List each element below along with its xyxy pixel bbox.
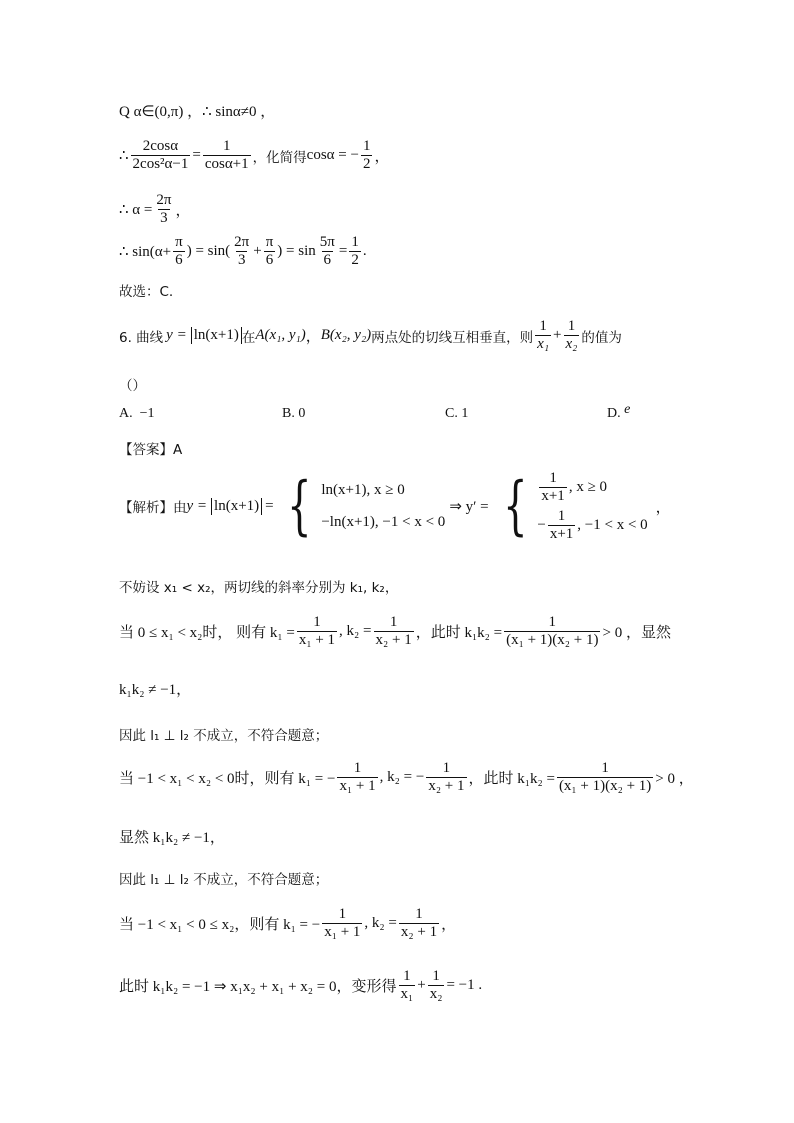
case-1: ln(x+1), x ≥ 0 [321, 481, 405, 498]
left-brace: { [286, 469, 312, 543]
text: y = [186, 497, 208, 514]
text: Q α∈(0,π) ，∴ sinα≠0 ， [119, 104, 276, 120]
denominator: x₁ + 1 [298, 632, 336, 648]
denominator: (x₁ + 1)(x₂ + 1) [558, 778, 652, 794]
text: = −1 . [446, 977, 483, 993]
option-label: D. [607, 406, 621, 421]
option-d [607, 402, 631, 422]
denominator: 2 [351, 252, 359, 268]
text: 因此 l₁ ⊥ l₂ 不成立，不符合题意； [119, 728, 329, 744]
analysis-line [119, 468, 671, 544]
numerator: 1 [557, 507, 566, 524]
derivative-case-2 [537, 508, 647, 543]
fraction [322, 906, 362, 941]
fraction [504, 614, 600, 649]
denominator: x₁ + 1 [324, 924, 361, 940]
numerator: 1 [432, 968, 440, 984]
numerator: 2π [234, 234, 250, 250]
text: （） [119, 378, 146, 394]
text: + [553, 327, 562, 343]
answer-line [119, 438, 182, 458]
fraction [564, 318, 580, 353]
step-8 [119, 906, 456, 941]
question-6 [119, 318, 622, 353]
fraction [399, 968, 416, 1003]
numerator: 1 [389, 614, 398, 630]
text: ，化简得 [252, 149, 307, 166]
step-1 [119, 576, 398, 596]
numerator: 1 [567, 318, 576, 334]
step-3 [119, 678, 191, 699]
fraction [361, 138, 373, 173]
text: 当 0 ≤ x₁ < x₂时， 则有 k₁ = [119, 625, 295, 641]
text: 显然 k₁k₂ ≠ −1， [119, 830, 225, 846]
denominator: x₂ + 1 [428, 778, 465, 794]
numerator: 1 [442, 760, 451, 776]
numerator: 1 [539, 318, 547, 334]
text: , k₂ = [364, 915, 397, 931]
option-value: −1 [139, 406, 155, 421]
text: ， [175, 203, 191, 219]
denominator: x₂ + 1 [375, 632, 412, 648]
fraction [337, 760, 377, 795]
numerator: 1 [353, 760, 362, 776]
fraction [399, 906, 439, 941]
step-2 [119, 614, 671, 649]
text: ，此时 k₁k₂ = [415, 625, 503, 641]
step-4 [119, 724, 328, 744]
analysis-label: 【解析】由 [119, 500, 187, 516]
fraction [203, 138, 251, 173]
text: 因此 l₁ ⊥ l₂ 不成立，不符合题意； [119, 872, 329, 888]
option-value: e [624, 402, 631, 417]
denominator: 6 [323, 252, 332, 268]
text: = [338, 243, 348, 259]
fraction [535, 318, 551, 353]
fraction [539, 470, 566, 505]
denominator: x+1 [541, 487, 565, 504]
text: ， [441, 917, 457, 933]
option-a [119, 406, 155, 422]
denominator: x₁ + 1 [339, 778, 376, 794]
fraction [349, 234, 361, 269]
numerator: π [175, 234, 183, 250]
text: 不妨设 x₁ < x₂，两切线的斜率分别为 k₁, k₂， [119, 580, 399, 596]
option-c [445, 406, 468, 422]
fraction [318, 234, 337, 269]
text: ∴ α = [119, 202, 153, 218]
fraction [428, 968, 445, 1003]
fraction [557, 760, 653, 795]
denominator: (x₁ + 1)(x₂ + 1) [506, 632, 599, 648]
denominator: 6 [175, 252, 183, 268]
denominator: 3 [160, 210, 168, 226]
text: 当 −1 < x₁ < x₂ < 0时，则有 k₁ = − [119, 771, 336, 787]
case-2: −ln(x+1), −1 < x < 0 [321, 513, 446, 530]
denominator: 3 [237, 252, 246, 268]
text: 故选：C. [119, 284, 174, 300]
text: + [253, 243, 262, 259]
denominator: cosα+1 [204, 156, 249, 172]
text: ， [655, 499, 671, 516]
numerator: 2cosα [142, 138, 179, 154]
numerator: 2π [156, 192, 172, 208]
option-b [282, 406, 305, 422]
numerator: 1 [549, 469, 557, 486]
fraction [232, 234, 251, 269]
fraction [264, 234, 276, 269]
numerator: 1 [338, 906, 347, 922]
fraction [297, 614, 337, 649]
text: 此时 k₁k₂ = −1 ⇒ x₁x₂ + x₁ + x₂ = 0，变形得 [119, 979, 397, 995]
step-6 [119, 826, 225, 847]
derivative-cases [537, 468, 647, 544]
denominator: x₁ [537, 336, 550, 352]
solution-line-1 [119, 100, 275, 121]
fraction [374, 614, 414, 649]
text: , k₂ = − [379, 769, 425, 785]
denominator: x₁ [400, 986, 414, 1002]
piecewise-cases [321, 474, 445, 538]
step-7 [119, 868, 328, 888]
denominator: 2 [362, 156, 371, 172]
text: > 0 ，显然 [602, 625, 671, 641]
text: ) = sin [277, 243, 316, 259]
numerator: π [265, 234, 274, 250]
point-a: A(x₁, y₁) [255, 327, 306, 343]
text: 两点处的切线互相垂直，则 [371, 329, 534, 346]
fraction [426, 760, 466, 795]
fraction [173, 234, 185, 269]
choice-line [119, 280, 173, 300]
numerator: 1 [403, 968, 411, 984]
option-label: A. [119, 406, 133, 421]
text: = [192, 147, 201, 163]
left-brace: { [502, 469, 528, 543]
numerator: 1 [351, 234, 359, 250]
fraction [154, 192, 173, 227]
question-paren [119, 374, 146, 394]
solution-line-3 [119, 192, 190, 227]
denominator: 2cos²α−1 [132, 156, 189, 172]
step-9 [119, 968, 482, 1003]
text: 当 −1 < x₁ < 0 ≤ x₂，则有 k₁ = − [119, 917, 321, 933]
text: > 0 ， [655, 771, 694, 787]
point-b: B(x₂, y₂) [320, 327, 372, 343]
text: , −1 < x < 0 [577, 516, 648, 533]
step-5 [119, 760, 694, 795]
text: ⇒ y′ = [449, 498, 489, 515]
numerator: 1 [548, 614, 557, 630]
abs-expression: ln(x+1) [211, 498, 262, 515]
solution-line-2 [119, 138, 389, 173]
option-label: B. [282, 406, 295, 421]
numerator: 1 [415, 906, 423, 922]
text: ， [374, 149, 390, 165]
answer: 【答案】A [119, 442, 183, 458]
text: ，此时 k₁k₂ = [468, 771, 555, 787]
text: − [537, 516, 546, 533]
question-number: 6. 曲线 [119, 329, 164, 346]
text: , x ≥ 0 [568, 478, 608, 495]
text: . [362, 243, 367, 259]
fraction [548, 508, 575, 543]
denominator: x₂ [565, 336, 578, 352]
derivative-case-1 [537, 470, 647, 505]
numerator: 1 [222, 138, 231, 154]
numerator: 1 [601, 760, 609, 776]
text: + [417, 977, 426, 993]
denominator: x₂ + 1 [400, 924, 438, 940]
text: = [265, 497, 274, 514]
numerator: 5π [319, 234, 335, 250]
denominator: x+1 [549, 525, 574, 542]
text: y = [166, 327, 187, 343]
text: ) = sin( [186, 243, 231, 259]
solution-line-4 [119, 234, 367, 269]
numerator: 1 [313, 614, 321, 630]
text: ∴ sin(α+ [119, 244, 172, 260]
text: ∴ [119, 148, 129, 164]
fraction [131, 138, 191, 173]
option-value: 1 [461, 406, 469, 421]
numerator: 1 [362, 138, 371, 154]
abs-expression: ln(x+1) [191, 327, 242, 344]
denominator: x₂ [429, 986, 443, 1002]
option-label: C. [445, 406, 458, 421]
denominator: 6 [265, 252, 274, 268]
text: ， [305, 329, 321, 345]
option-value: 0 [298, 406, 306, 421]
text: 在 [241, 329, 256, 346]
text: cosα = − [306, 147, 359, 163]
text: , k₂ = [339, 623, 372, 639]
text: 的值为 [581, 329, 622, 346]
text: k₁k₂ ≠ −1， [119, 682, 192, 698]
